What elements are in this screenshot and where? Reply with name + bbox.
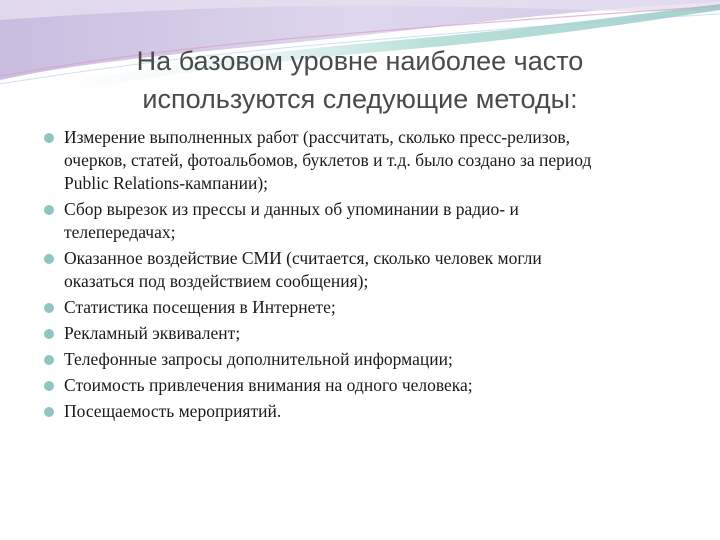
bullet-item bbox=[44, 198, 694, 244]
bullet-text-line: Сбор вырезок из прессы и данных об упоминании в радио- и bbox=[64, 199, 519, 219]
bullet-item bbox=[44, 322, 694, 345]
bullet-text-line: Public Relations-кампании); bbox=[64, 173, 269, 193]
bullet-item bbox=[44, 296, 694, 319]
bullet-item bbox=[44, 348, 694, 371]
bullet-text-line: Оказанное воздействие СМИ (считается, сколько человек могли bbox=[64, 248, 542, 268]
bullet-dot-icon bbox=[44, 254, 54, 264]
bullet-text-line: Посещаемость мероприятий. bbox=[64, 401, 282, 421]
bullet-text-line: Стоимость привлечения внимания на одного человека; bbox=[64, 375, 473, 395]
bullet-list bbox=[44, 126, 694, 426]
bullet-item bbox=[44, 400, 694, 423]
bullet-text-line: Рекламный эквивалент; bbox=[64, 323, 241, 343]
slide-title-line: используются следующие методы: bbox=[142, 84, 578, 114]
slide-title-line: На базовом уровне наиболее часто bbox=[136, 46, 584, 76]
bullet-dot-icon bbox=[44, 133, 54, 143]
bullet-text-line: телепередачах; bbox=[64, 222, 176, 242]
bullet-text-line: Измерение выполненных работ (рассчитать, сколько пресс-релизов, bbox=[64, 127, 570, 147]
slide-title bbox=[60, 42, 660, 118]
bullet-dot-icon bbox=[44, 205, 54, 215]
bullet-item bbox=[44, 126, 694, 195]
bullet-dot-icon bbox=[44, 303, 54, 313]
bullet-text-line: оказаться под воздействием сообщения); bbox=[64, 271, 369, 291]
bullet-dot-icon bbox=[44, 381, 54, 391]
bullet-text-line: Статистика посещения в Интернете; bbox=[64, 297, 336, 317]
bullet-dot-icon bbox=[44, 407, 54, 417]
bullet-dot-icon bbox=[44, 329, 54, 339]
bullet-text-line: Телефонные запросы дополнительной информации; bbox=[64, 349, 453, 369]
bullet-text-line: очерков, статей, фотоальбомов, буклетов и т.д. было создано за период bbox=[64, 150, 592, 170]
bullet-dot-icon bbox=[44, 355, 54, 365]
bullet-item bbox=[44, 374, 694, 397]
bullet-item bbox=[44, 247, 694, 293]
